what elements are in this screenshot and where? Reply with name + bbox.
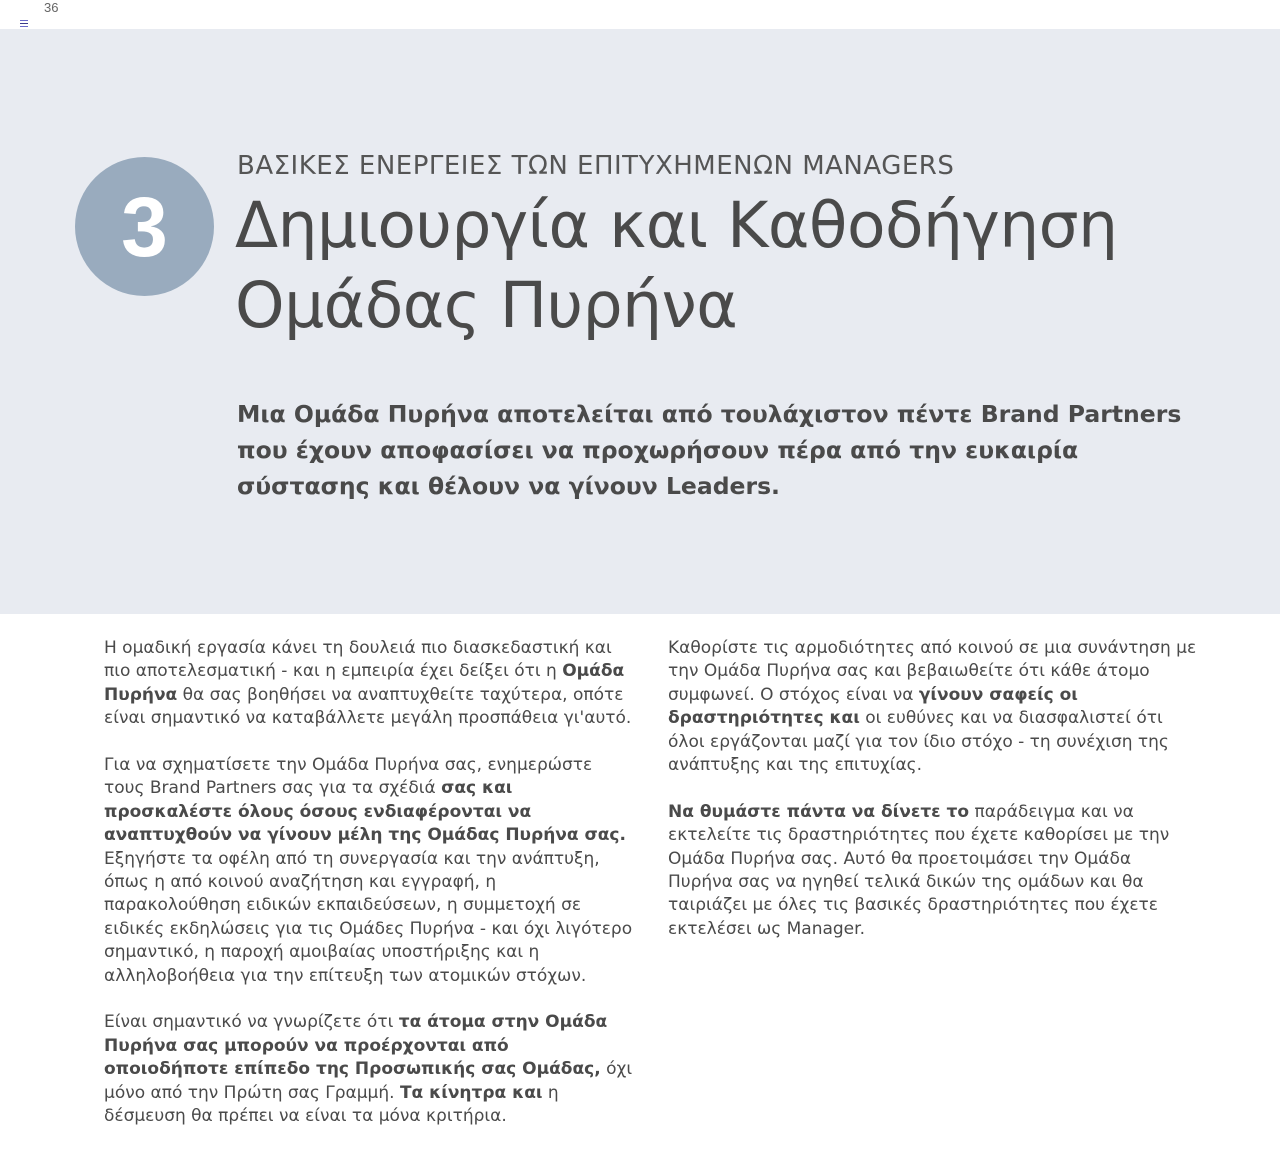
- left-paragraph-2: [104, 754, 634, 988]
- text: Η ομαδική εργασία κάνει τη δουλειά πιο διασκεδαστική και πιο αποτελεσματική - και η εμπειρία έχει δείξει ότι η: [104, 638, 612, 682]
- text: παράδειγμα και να εκτελείτε τις δραστηριότητες που έχετε καθορίσει με την Ομάδα Πυρήνα σας. Αυτό θα προετοιμάσει την Ομάδα Πυρήνα σας να ηγηθεί τελικά δικών της ομάδων και θα ταιριάζει με όλες τις βασικές δραστηριότητες που έχετε εκτελέσει ως Manager.: [668, 801, 1170, 939]
- right-paragraph-1: [668, 637, 1198, 777]
- right-paragraph-2: [668, 801, 1198, 941]
- text: όχι μόνο από την Πρώτη σας Γραμμή.: [104, 1059, 633, 1103]
- text: η δέσμευση θα πρέπει να είναι τα μόνα κριτήρια.: [104, 1082, 559, 1127]
- bold-text: Τα κίνητρα και: [399, 1082, 543, 1103]
- title-line-2: Ομάδας Πυρήνα: [235, 269, 738, 342]
- title-line-1: Δημιουργία και Καθοδήγηση: [235, 189, 1118, 262]
- bold-text: σας και προσκαλέστε όλους όσους ενδιαφέρονται να αναπτυχθούν να γίνουν μέλη της Ομάδας Πυρήνα σας.: [104, 778, 626, 846]
- text: Είναι σημαντικό να γνωρίζετε ότι: [104, 1012, 399, 1033]
- left-paragraph-1: [104, 637, 634, 731]
- menu-icon[interactable]: [20, 20, 28, 27]
- bold-text: γίνουν σαφείς οι δραστηριότητες και: [668, 684, 1078, 729]
- text: οι ευθύνες και να διασφαλιστεί ότι όλοι εργάζονται μαζί για τον ίδιο στόχο - τη συνέχιση της ανάπτυξης και της επιτυχίας.: [668, 708, 1169, 776]
- section-kicker: ΒΑΣΙΚΕΣ ΕΝΕΡΓΕΙΕΣ ΤΩΝ ΕΠΙΤΥΧΗΜΕΝΩΝ MANAGERS: [237, 151, 955, 181]
- text: Εξηγήστε τα οφέλη από τη συνεργασία και την ανάπτυξη, όπως η από κοινού αναζήτηση και εγγραφή, η παρακολούθηση ειδικών εκπαιδεύσεων, η συμμετοχή σε ειδικές εκδηλώσεις για τις Ομάδες Πυρήνα - και όχι λιγότερο σημαντικό, η παροχή αμοιβαίας υποστήριξης και η αλληλοβοήθεια για την επίτευξη των ατομικών στόχων.: [104, 848, 633, 986]
- page-title: [235, 186, 1235, 346]
- left-column: [104, 637, 634, 1152]
- text: θα σας βοηθήσει να αναπτυχθείτε ταχύτερα, οπότε είναι σημαντικό να καταβάλλετε μεγάλη προσπάθεια γι'αυτό.: [104, 684, 632, 729]
- right-column: [668, 637, 1198, 965]
- left-paragraph-3: [104, 1011, 634, 1128]
- bold-text: Να θυμάστε πάντα να δίνετε το: [668, 801, 970, 822]
- bold-text: Ομάδα Πυρήνα: [104, 661, 625, 705]
- text: Για να σχηματίσετε την Ομάδα Πυρήνα σας, ενημερώστε τους Brand Partners σας για τα σχέδιά: [104, 755, 593, 799]
- lead-paragraph: Μια Ομάδα Πυρήνα αποτελείται από τουλάχιστον πέντε Brand Partners που έχουν αποφασίσει να προχωρήσουν πέρα από την ευκαιρία σύστασης και θέλουν να γίνουν Leaders.: [237, 400, 1182, 500]
- step-number-badge: 3: [75, 157, 214, 296]
- bold-text: τα άτομα στην Ομάδα Πυρήνα σας μπορούν να προέρχονται από οποιοδήποτε επίπεδο της Προσωπικής σας Ομάδας,: [104, 1012, 608, 1080]
- text: Καθορίστε τις αρμοδιότητες από κοινού σε μια συνάντηση με την Ομάδα Πυρήνα σας και βεβαιωθείτε ότι κάθε άτομο συμφωνεί. Ο στόχος είναι να: [668, 638, 1197, 705]
- page-number: 36: [44, 0, 59, 15]
